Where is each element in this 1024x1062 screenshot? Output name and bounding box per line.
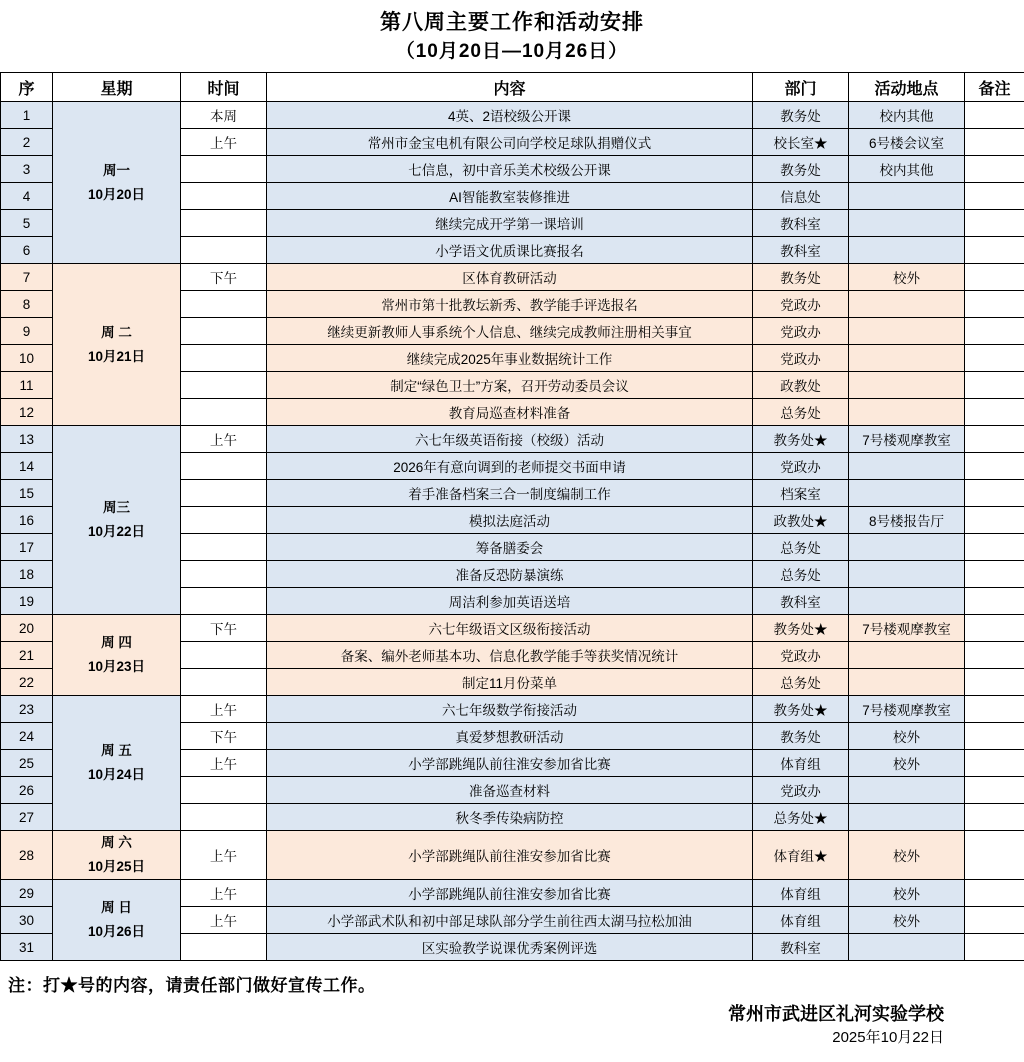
cell-place: 校内其他: [849, 102, 965, 129]
day-date: 10月20日: [87, 186, 146, 202]
cell-place: [849, 777, 965, 804]
cell-content: 六七年级数学衔接活动: [267, 696, 753, 723]
cell-seq: 26: [1, 777, 53, 804]
document-title-block: [0, 0, 1024, 66]
cell-content: 教育局巡查材料准备: [267, 399, 753, 426]
cell-place: 校外: [849, 723, 965, 750]
cell-remark: [965, 372, 1024, 399]
cell-remark: [965, 237, 1024, 264]
table-row: [1, 831, 1024, 880]
cell-place: 6号楼会议室: [849, 129, 965, 156]
cell-remark: [965, 453, 1024, 480]
cell-content: 常州市第十批教坛新秀、教学能手评选报名: [267, 291, 753, 318]
cell-remark: [965, 291, 1024, 318]
cell-time: [181, 210, 267, 237]
cell-place: 7号楼观摩教室: [849, 615, 965, 642]
cell-dept: 信息处: [753, 183, 849, 210]
cell-dept: 教务处: [753, 156, 849, 183]
cell-seq: 6: [1, 237, 53, 264]
cell-content: 4英、2语校级公开课: [267, 102, 753, 129]
cell-dept: 党政办: [753, 642, 849, 669]
cell-place: 校内其他: [849, 156, 965, 183]
cell-content: 继续更新教师人事系统个人信息、继续完成教师注册相关事宜: [267, 318, 753, 345]
cell-seq: 12: [1, 399, 53, 426]
table-body: [1, 102, 1024, 961]
cell-content: 备案、编外老师基本功、信息化教学能手等获奖情况统计: [267, 642, 753, 669]
cell-time: [181, 345, 267, 372]
cell-remark: [965, 934, 1024, 961]
cell-dept: 档案室: [753, 480, 849, 507]
table-row: [1, 696, 1024, 723]
cell-remark: [965, 750, 1024, 777]
cell-time: 上午: [181, 831, 267, 880]
cell-seq: 3: [1, 156, 53, 183]
cell-dept: 教科室: [753, 237, 849, 264]
cell-time: [181, 318, 267, 345]
cell-content: 准备反恐防暴演练: [267, 561, 753, 588]
schedule-table: [0, 72, 1024, 961]
cell-seq: 25: [1, 750, 53, 777]
column-header-seq: 序: [1, 73, 53, 102]
day-date: 10月24日: [87, 767, 146, 782]
day-name: 周 五: [101, 743, 132, 758]
cell-time: [181, 934, 267, 961]
cell-content: 真爱梦想教研活动: [267, 723, 753, 750]
cell-place: 校外: [849, 880, 965, 907]
cell-dept: 教务处★: [753, 615, 849, 642]
signature-block: [0, 1002, 1024, 1050]
cell-dept: 体育组★: [753, 831, 849, 880]
cell-content: 准备巡查材料: [267, 777, 753, 804]
column-header-remark: 备注: [965, 73, 1024, 102]
cell-time: 本周: [181, 102, 267, 129]
cell-seq: 24: [1, 723, 53, 750]
cell-content: 继续完成2025年事业数据统计工作: [267, 345, 753, 372]
cell-remark: [965, 669, 1024, 696]
cell-place: [849, 291, 965, 318]
signature-date: 2025年10月22日: [832, 1029, 944, 1046]
cell-time: 上午: [181, 696, 267, 723]
cell-place: 校外: [849, 831, 965, 880]
table-row: [1, 264, 1024, 291]
cell-day: [53, 426, 181, 615]
day-name: 周 日: [101, 900, 132, 915]
cell-time: [181, 534, 267, 561]
cell-seq: 1: [1, 102, 53, 129]
cell-time: 上午: [181, 750, 267, 777]
cell-time: [181, 480, 267, 507]
footer-note: 注：打★号的内容，请责任部门做好宣传工作。: [8, 976, 376, 995]
cell-place: [849, 237, 965, 264]
table-row: [1, 880, 1024, 907]
column-header-content: 内容: [267, 73, 753, 102]
cell-content: 小学部跳绳队前往淮安参加省比赛: [267, 831, 753, 880]
day-name: 周 二: [101, 324, 132, 340]
cell-seq: 30: [1, 907, 53, 934]
cell-day: [53, 264, 181, 426]
cell-time: [181, 237, 267, 264]
cell-place: 7号楼观摩教室: [849, 426, 965, 453]
cell-time: [181, 804, 267, 831]
cell-place: [849, 210, 965, 237]
cell-time: [181, 561, 267, 588]
cell-dept: 教务处★: [753, 696, 849, 723]
cell-time: [181, 291, 267, 318]
cell-place: [849, 642, 965, 669]
day-date: 10月26日: [87, 924, 146, 939]
cell-seq: 5: [1, 210, 53, 237]
cell-dept: 教科室: [753, 934, 849, 961]
cell-dept: 党政办: [753, 453, 849, 480]
cell-remark: [965, 534, 1024, 561]
cell-dept: 教务处: [753, 102, 849, 129]
cell-dept: 党政办: [753, 777, 849, 804]
cell-seq: 17: [1, 534, 53, 561]
cell-content: 小学部跳绳队前往淮安参加省比赛: [267, 750, 753, 777]
cell-dept: 政教处★: [753, 507, 849, 534]
cell-content: 六七年级英语衔接（校级）活动: [267, 426, 753, 453]
cell-seq: 23: [1, 696, 53, 723]
day-name: 周三: [103, 500, 130, 515]
cell-time: 下午: [181, 723, 267, 750]
cell-dept: 体育组: [753, 907, 849, 934]
cell-seq: 4: [1, 183, 53, 210]
cell-place: 校外: [849, 907, 965, 934]
cell-place: [849, 399, 965, 426]
cell-seq: 13: [1, 426, 53, 453]
cell-place: [849, 534, 965, 561]
cell-place: [849, 588, 965, 615]
cell-place: [849, 318, 965, 345]
cell-remark: [965, 318, 1024, 345]
cell-place: 8号楼报告厅: [849, 507, 965, 534]
cell-time: [181, 777, 267, 804]
cell-seq: 7: [1, 264, 53, 291]
cell-seq: 10: [1, 345, 53, 372]
cell-remark: [965, 907, 1024, 934]
cell-seq: 2: [1, 129, 53, 156]
table-row: [1, 102, 1024, 129]
cell-dept: 党政办: [753, 291, 849, 318]
cell-seq: 31: [1, 934, 53, 961]
cell-seq: 27: [1, 804, 53, 831]
cell-remark: [965, 183, 1024, 210]
cell-place: 校外: [849, 264, 965, 291]
cell-dept: 总务处: [753, 561, 849, 588]
cell-remark: [965, 480, 1024, 507]
cell-seq: 29: [1, 880, 53, 907]
page-title: 第八周主要工作和活动安排: [380, 11, 644, 34]
cell-content: 周洁利参加英语送培: [267, 588, 753, 615]
cell-seq: 11: [1, 372, 53, 399]
cell-day: [53, 102, 181, 264]
page-subtitle: （10月20日—10月26日）: [395, 41, 629, 62]
cell-seq: 8: [1, 291, 53, 318]
cell-remark: [965, 723, 1024, 750]
cell-dept: 总务处: [753, 534, 849, 561]
cell-remark: [965, 615, 1024, 642]
cell-time: [181, 399, 267, 426]
cell-seq: 22: [1, 669, 53, 696]
cell-dept: 党政办: [753, 345, 849, 372]
cell-remark: [965, 210, 1024, 237]
table-header-row: [1, 73, 1024, 102]
cell-content: 区体育教研活动: [267, 264, 753, 291]
cell-content: 小学部跳绳队前往淮安参加省比赛: [267, 880, 753, 907]
cell-time: [181, 453, 267, 480]
column-header-day: 星期: [53, 73, 181, 102]
day-date: 10月21日: [87, 348, 146, 364]
cell-seq: 19: [1, 588, 53, 615]
cell-remark: [965, 804, 1024, 831]
cell-content: 2026年有意向调到的老师提交书面申请: [267, 453, 753, 480]
cell-dept: 体育组: [753, 750, 849, 777]
cell-time: [181, 507, 267, 534]
cell-dept: 总务处★: [753, 804, 849, 831]
cell-content: AI智能教室装修推进: [267, 183, 753, 210]
cell-remark: [965, 588, 1024, 615]
cell-seq: 16: [1, 507, 53, 534]
cell-time: 下午: [181, 615, 267, 642]
cell-seq: 9: [1, 318, 53, 345]
cell-dept: 教务处: [753, 723, 849, 750]
cell-time: [181, 588, 267, 615]
cell-place: 7号楼观摩教室: [849, 696, 965, 723]
day-name: 周 六: [101, 835, 132, 850]
cell-time: [181, 156, 267, 183]
cell-seq: 20: [1, 615, 53, 642]
cell-dept: 总务处: [753, 669, 849, 696]
cell-day: [53, 696, 181, 831]
cell-content: 小学部武术队和初中部足球队部分学生前往西太湖马拉松加油: [267, 907, 753, 934]
cell-place: [849, 480, 965, 507]
cell-content: 区实验教学说课优秀案例评选: [267, 934, 753, 961]
cell-remark: [965, 880, 1024, 907]
cell-time: 上午: [181, 907, 267, 934]
cell-remark: [965, 264, 1024, 291]
cell-seq: 15: [1, 480, 53, 507]
cell-remark: [965, 642, 1024, 669]
cell-dept: 教务处: [753, 264, 849, 291]
cell-remark: [965, 156, 1024, 183]
cell-remark: [965, 831, 1024, 880]
cell-place: [849, 345, 965, 372]
cell-dept: 教科室: [753, 588, 849, 615]
table-row: [1, 615, 1024, 642]
cell-content: 七信息，初中音乐美术校级公开课: [267, 156, 753, 183]
cell-day: [53, 831, 181, 880]
cell-remark: [965, 345, 1024, 372]
cell-place: [849, 934, 965, 961]
cell-time: 上午: [181, 129, 267, 156]
cell-time: 下午: [181, 264, 267, 291]
cell-remark: [965, 102, 1024, 129]
cell-seq: 14: [1, 453, 53, 480]
cell-content: 制定“绿色卫士”方案，召开劳动委员会议: [267, 372, 753, 399]
cell-remark: [965, 507, 1024, 534]
column-header-dept: 部门: [753, 73, 849, 102]
cell-remark: [965, 129, 1024, 156]
cell-seq: 28: [1, 831, 53, 880]
cell-time: [181, 183, 267, 210]
cell-content: 制定11月份菜单: [267, 669, 753, 696]
cell-dept: 总务处: [753, 399, 849, 426]
cell-day: [53, 880, 181, 961]
cell-time: [181, 669, 267, 696]
day-name: 周一: [103, 162, 130, 178]
day-date: 10月25日: [87, 859, 146, 874]
cell-dept: 教科室: [753, 210, 849, 237]
cell-content: 常州市金宝电机有限公司向学校足球队捐赠仪式: [267, 129, 753, 156]
cell-dept: 教务处★: [753, 426, 849, 453]
day-date: 10月23日: [87, 659, 146, 674]
cell-place: [849, 804, 965, 831]
cell-seq: 21: [1, 642, 53, 669]
cell-seq: 18: [1, 561, 53, 588]
cell-dept: 体育组: [753, 880, 849, 907]
column-header-time: 时间: [181, 73, 267, 102]
day-date: 10月22日: [87, 524, 146, 539]
cell-place: [849, 669, 965, 696]
cell-content: 小学语文优质课比赛报名: [267, 237, 753, 264]
cell-place: [849, 372, 965, 399]
cell-content: 模拟法庭活动: [267, 507, 753, 534]
cell-time: 上午: [181, 426, 267, 453]
table-row: [1, 426, 1024, 453]
column-header-place: 活动地点: [849, 73, 965, 102]
cell-remark: [965, 777, 1024, 804]
cell-dept: 党政办: [753, 318, 849, 345]
cell-time: 上午: [181, 880, 267, 907]
cell-remark: [965, 696, 1024, 723]
day-name: 周 四: [101, 635, 132, 650]
cell-content: 继续完成开学第一课培训: [267, 210, 753, 237]
signature-school: 常州市武进区礼河实验学校: [728, 1004, 944, 1024]
cell-content: 六七年级语文区级衔接活动: [267, 615, 753, 642]
cell-place: 校外: [849, 750, 965, 777]
cell-day: [53, 615, 181, 696]
cell-remark: [965, 426, 1024, 453]
cell-place: [849, 453, 965, 480]
cell-remark: [965, 561, 1024, 588]
cell-dept: 校长室★: [753, 129, 849, 156]
cell-remark: [965, 399, 1024, 426]
cell-content: 筹备膳委会: [267, 534, 753, 561]
cell-dept: 政教处: [753, 372, 849, 399]
cell-content: 秋冬季传染病防控: [267, 804, 753, 831]
cell-place: [849, 183, 965, 210]
cell-time: [181, 642, 267, 669]
cell-place: [849, 561, 965, 588]
cell-content: 着手准备档案三合一制度编制工作: [267, 480, 753, 507]
cell-time: [181, 372, 267, 399]
